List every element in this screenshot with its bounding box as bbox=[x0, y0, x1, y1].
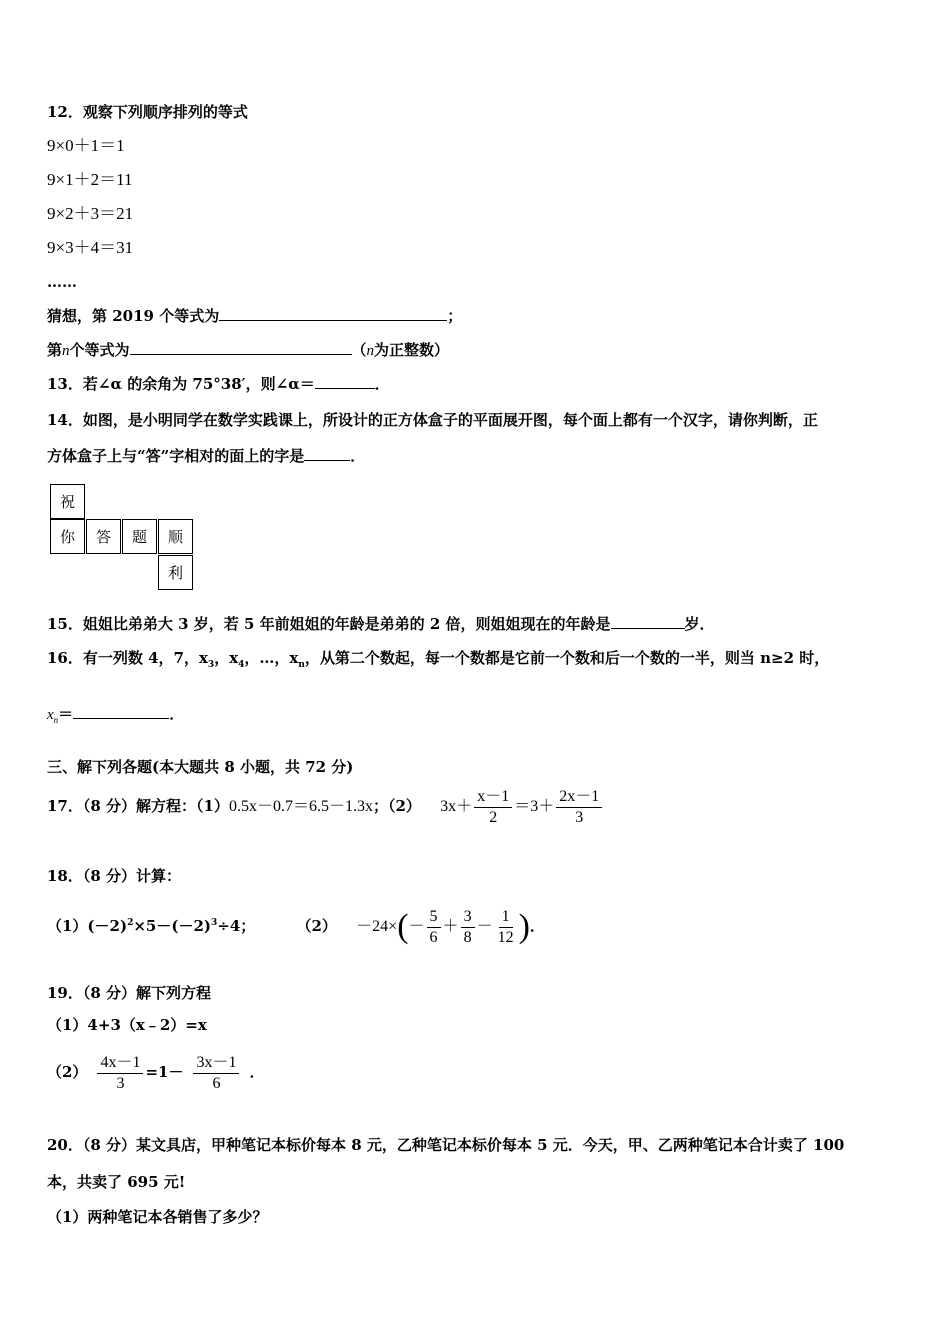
q12-ellipsis: …… bbox=[47, 273, 77, 291]
q12-nth-c: （ bbox=[351, 341, 367, 359]
fraction bbox=[556, 787, 602, 828]
section-3-heading: 三、解下列各题(本大题共 8 小题，共 72 分) bbox=[47, 758, 354, 776]
q19-mid: =1－ bbox=[145, 1063, 184, 1081]
q19-end: ． bbox=[249, 1063, 265, 1081]
numerator: 2x－1 bbox=[556, 787, 602, 808]
fraction bbox=[474, 787, 512, 828]
q17-lhs: 3x＋ bbox=[440, 798, 473, 815]
denominator: 3 bbox=[575, 808, 584, 826]
q18-plus: ＋ bbox=[442, 918, 459, 935]
q19-p2-label: （2） bbox=[47, 1063, 88, 1081]
q14-line2 bbox=[47, 446, 365, 466]
fraction bbox=[97, 1053, 143, 1094]
q16-end: ． bbox=[169, 705, 185, 723]
var-x: x bbox=[47, 707, 54, 723]
q17-sep: ；（2） bbox=[373, 797, 421, 815]
fraction bbox=[461, 907, 475, 948]
cube-face-ni: 你 bbox=[50, 519, 85, 554]
q12-guess-prefix: 猜想，第 2019 个等式为 bbox=[47, 307, 220, 325]
q16-line2 bbox=[47, 704, 184, 730]
q12-equation-3: 9×2＋3＝21 bbox=[47, 204, 134, 223]
q12-nth-line bbox=[47, 340, 449, 361]
q15-line bbox=[47, 614, 715, 634]
q17-label: 17．（8 分）解方程：（1） bbox=[47, 797, 229, 815]
q16-eq: ＝ bbox=[58, 705, 74, 723]
denominator: 6 bbox=[429, 928, 438, 946]
numerator: 4x－1 bbox=[97, 1053, 143, 1074]
q16-a: 16．有一列数 4，7，x bbox=[47, 649, 208, 667]
q18-minus: － bbox=[408, 918, 425, 935]
q18-label: 18．（8 分）计算： bbox=[47, 867, 182, 885]
fraction bbox=[495, 907, 517, 948]
q18-p1-end: ÷4； bbox=[217, 917, 256, 935]
answer-blank[interactable] bbox=[315, 374, 375, 389]
answer-blank[interactable] bbox=[611, 614, 685, 629]
q12-equation-1: 9×0＋1＝1 bbox=[47, 136, 125, 155]
q13-prefix: 13．若∠α 的余角为 75°38′，则∠α＝ bbox=[47, 375, 315, 393]
q12-equation-4: 9×3＋4＝31 bbox=[47, 238, 134, 257]
q13-line bbox=[47, 374, 390, 394]
cube-face-shun: 顺 bbox=[158, 519, 193, 554]
q18-p2-a: －24× bbox=[356, 918, 398, 935]
numerator: x－1 bbox=[474, 787, 512, 808]
q14-line1: 14．如图，是小明同学在数学实践课上，所设计的正方体盒子的平面展开图，每个面上都有一个汉字，请你判断，正 bbox=[47, 411, 818, 429]
q20-line3: （1）两种笔记本各销售了多少？ bbox=[47, 1208, 268, 1226]
q18-sup2: 3 bbox=[210, 918, 218, 928]
cube-face-zhu: 祝 bbox=[50, 484, 85, 519]
q12-equation-2: 9×1＋2＝11 bbox=[47, 170, 133, 189]
fraction bbox=[427, 907, 441, 948]
q16-sub3: 3 bbox=[207, 660, 215, 670]
left-paren: ( bbox=[397, 908, 409, 945]
q20-line2: 本，共卖了 695 元! bbox=[47, 1173, 186, 1191]
q18-end: ． bbox=[529, 917, 545, 935]
q15-suffix: 岁． bbox=[684, 615, 715, 633]
q12-guess-suffix: ； bbox=[447, 307, 463, 325]
q16-b: ，x bbox=[214, 649, 239, 667]
q18-p2-label: （2） bbox=[296, 917, 337, 935]
var-n: n bbox=[62, 343, 70, 359]
cube-face-da: 答 bbox=[86, 519, 121, 554]
q19-part1: （1）4+3（x﹣2）=x bbox=[47, 1016, 207, 1034]
cube-net-figure bbox=[50, 484, 200, 594]
denominator: 6 bbox=[212, 1074, 221, 1092]
answer-blank[interactable] bbox=[73, 704, 169, 719]
denominator: 3 bbox=[116, 1074, 125, 1092]
answer-blank[interactable] bbox=[130, 340, 352, 355]
q18-sup1: 2 bbox=[127, 918, 134, 928]
numerator: 3 bbox=[461, 907, 475, 928]
cube-face-li: 利 bbox=[158, 555, 193, 590]
q12-guess-line bbox=[47, 306, 462, 326]
answer-blank[interactable] bbox=[304, 446, 350, 461]
q16-c: ，…，x bbox=[244, 649, 299, 667]
q19-part2 bbox=[47, 1050, 265, 1094]
q18-parts bbox=[47, 901, 545, 949]
q12-title: 12．观察下列顺序排列的等式 bbox=[47, 103, 248, 121]
q14-line2-prefix: 方体盒子上与“答”字相对的面上的字是 bbox=[47, 447, 305, 465]
q16-d: ，从第二个数起，每一个数都是它前一个数和后一个数的一半，则当 n≥2 时， bbox=[304, 649, 830, 667]
answer-blank[interactable] bbox=[219, 306, 447, 321]
numerator: 5 bbox=[427, 907, 441, 928]
numerator: 3x－1 bbox=[193, 1053, 239, 1074]
q16-subn: n bbox=[298, 660, 305, 670]
q12-nth-b: 个等式为 bbox=[69, 341, 130, 359]
q18-minus2: － bbox=[476, 918, 493, 935]
q17-mid: ＝3＋ bbox=[514, 798, 555, 815]
q17-line bbox=[47, 784, 604, 829]
q12-nth-a: 第 bbox=[47, 341, 63, 359]
q18-p1-label: （1）(－2) bbox=[47, 917, 128, 935]
q14-line2-suffix: ． bbox=[350, 447, 366, 465]
q18-p1-mid: ×5－(－2) bbox=[133, 917, 211, 935]
q13-suffix: ． bbox=[374, 375, 390, 393]
fraction bbox=[193, 1053, 239, 1094]
q12-nth-d: 为正整数） bbox=[374, 341, 450, 359]
numerator: 1 bbox=[499, 907, 513, 928]
q19-label: 19．（8 分）解下列方程 bbox=[47, 984, 212, 1002]
q17-eq1: 0.5x－0.7＝6.5－1.3x bbox=[228, 798, 373, 815]
q15-prefix: 15．姐姐比弟弟大 3 岁，若 5 年前姐姐的年龄是弟弟的 2 倍，则姐姐现在的年龄是 bbox=[47, 615, 611, 633]
denominator: 8 bbox=[463, 928, 472, 946]
q16-sub4: 4 bbox=[238, 660, 245, 670]
q20-line1: 20．（8 分）某文具店，甲种笔记本标价每本 8 元，乙种笔记本标价每本 5 元．今天，甲、乙两种笔记本合计卖了 100 bbox=[47, 1136, 845, 1154]
q16-line1 bbox=[47, 648, 829, 675]
denominator: 2 bbox=[489, 808, 498, 826]
denominator: 12 bbox=[497, 928, 514, 946]
cube-face-ti: 题 bbox=[122, 519, 157, 554]
right-paren: ) bbox=[518, 908, 530, 945]
var-n: n bbox=[366, 343, 375, 359]
var-n-sub: n bbox=[53, 715, 59, 725]
